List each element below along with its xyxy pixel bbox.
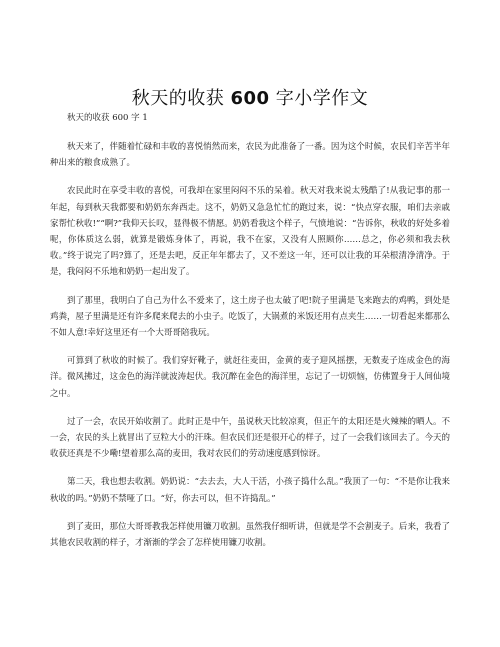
paragraph-2: 农民此时在享受丰收的喜悦，可我却在家里闷闷不乐的呆着。秋天对我来说太残酷了!从我记事的那一年起，每到秋天我都要和奶奶东奔西走。这不，奶奶又急急忙忙的跑过来，说：“快点穿衣服，咱们去亲戚家帮忙秋收!”“啊?”我仰天长叹，显得极不情愿。奶奶看我这个样子，气愤地说：“告诉你，秋收的好处多着呢，你体质这么弱，就算是锻炼身体了，再说，我不在家，又没有人照顾你……总之，你必须和我去秋收。”终于说完了吗?算了，还是去吧，反正年年都去了，又不差这一年，还可以让我的耳朵根清净清净。于是，我闷闷不乐地和奶奶一起出发了。 <box>50 186 450 278</box>
title-number: 600 <box>230 88 270 110</box>
paragraph-1: 秋天来了，伴随着忙碌和丰收的喜悦悄然而来，农民为此准备了一番。因为这个时候，农民们辛苦半年种出来的粮食成熟了。 <box>50 142 450 169</box>
document-body <box>50 112 450 563</box>
document-title <box>0 88 500 110</box>
paragraph-6: 第二天，我也想去收割。奶奶说：“去去去，大人干活，小孩子捣什么乱。”我顶了一句：“不是你让我来秋收的吗。”奶奶不禁哑了口。“好，你去可以，但不许捣乱。” <box>50 477 450 504</box>
title-prefix: 秋天的收获 <box>131 88 225 110</box>
title-suffix: 字小学作文 <box>275 88 369 110</box>
paragraph-3: 到了那里，我明白了自己为什么不爱来了，这土房子也太破了吧!院子里满是飞来跑去的鸡鸭，到处是鸡粪，屋子里满是还有许多爬来爬去的小虫子。吃饭了，大锅煮的米饭还用有点夹生……一切看起来都那么不如人意!幸好这里还有一个大哥哥陪我玩。 <box>50 295 450 339</box>
paragraph-5: 过了一会，农民开始收割了。此时正是中午，虽说秋天比较凉爽，但正午的太阳还是火辣辣的晒人。不一会，农民的头上就冒出了豆粒大小的汗珠。但农民们还是很开心的样子，过了一会我们该回去了。今天的收获还真是不少嘞!望着那么高的麦田，我对农民们的劳动速度感到惊讶。 <box>50 416 450 460</box>
paragraph-4: 可算到了秋收的时候了。我们穿好靴子，就赶往麦田，金黄的麦子迎风摇摆，无数麦子连成金色的海洋。微风拂过，这金色的海洋就波涛起伏。我沉醉在金色的海洋里，忘记了一切烦恼，仿佛置身于人间仙境之中。 <box>50 356 450 399</box>
essay-subheading: 秋天的收获 600 字 1 <box>67 113 148 123</box>
paragraph-7: 到了麦田，那位大哥哥教我怎样使用镰刀收割。虽然我仔细听讲，但就是学不会割麦子。后来，我看了其他农民收割的样子，才渐渐的学会了怎样使用镰刀收割。 <box>50 521 450 549</box>
